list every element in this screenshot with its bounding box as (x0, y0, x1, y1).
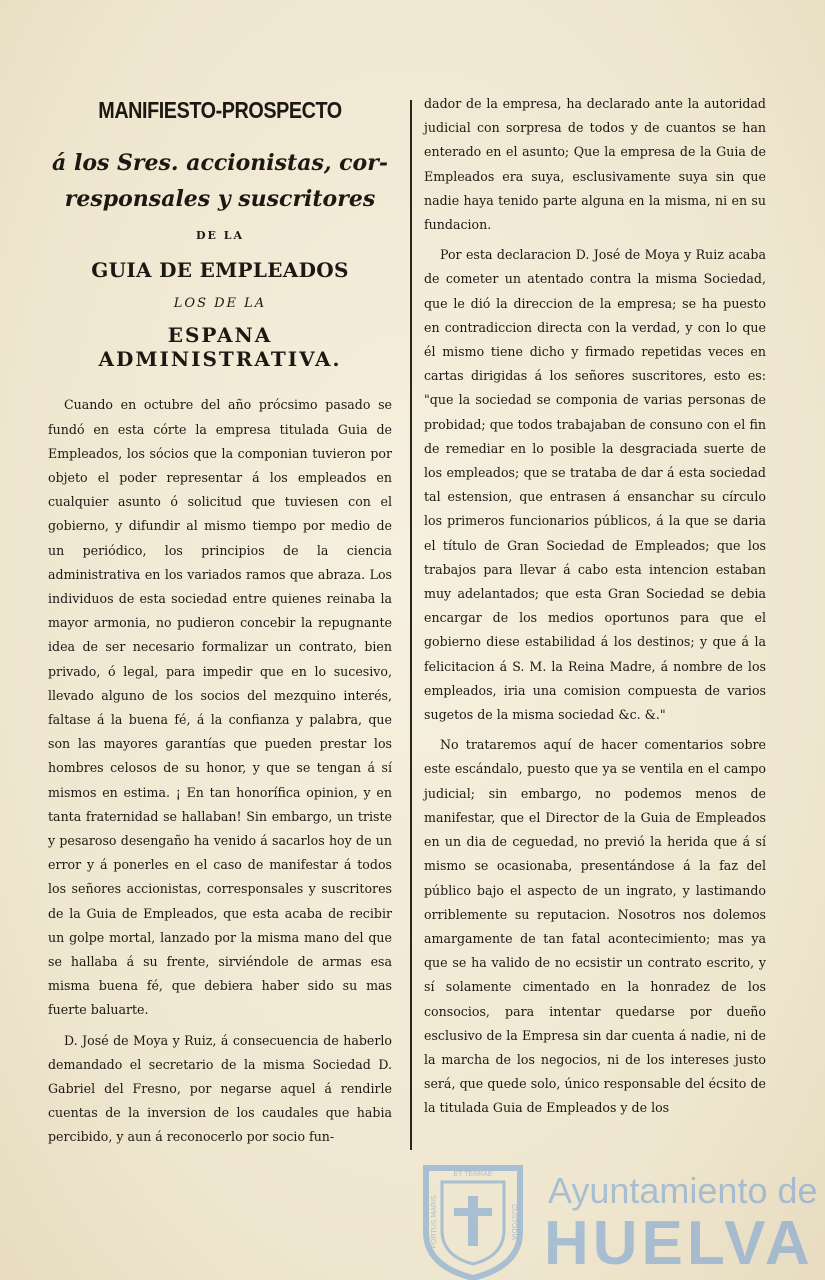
shield-icon (418, 1162, 528, 1280)
document-subtitle (48, 145, 392, 217)
los-de-la-label: LOS DE LA (173, 296, 267, 312)
seal-text-top: ET TERRAE (453, 1171, 493, 1178)
left-paragraph-2: D. José de Moya y Ruiz, á consecuencia de haberlo demandado el secretario de la misma Sociedad D. Gabriel del Fresno, por negarse aquel á rendirle cuentas de la inversion de los caudales que habia percibido, y aun á reconocerlo por socio fun- (48, 1032, 392, 1145)
column-divider (410, 100, 412, 1150)
left-column (48, 98, 392, 1150)
left-paragraph-1: Cuando en octubre del año prócsimo pasado se fundó en esta córte la empresa titulada Guia de Empleados, los sócios que la componian tuvieron por objeto el poder representar á los empleados en cualquier asunto ó solicitud que tuviesen con el gobierno, y difundir al mismo tiempo por medio de un periódico, los principios de la ciencia administrativa en los variados ramos que abraza. Los individuos de esta sociedad entre quienes reinaba la mayor armonia, no pudieron concebir la repugnante idea de ser necesario formalizar un contrato, bien privado, ó legal, para impedir que en lo sucesivo, llevado alguno de los socios del mezquino interés, faltase á la buena fé, á la confianza y palabra, que son las mayores garantías que pueden prestar los hombres celosos de su honor, y que se tengan á sí mismos en estima. ¡ En tan honorífica opinion, y en tanta fraternidad se hallaban! Sin embargo, un triste y pesaroso desengaño ha venido á sacarlos hoy de un error y á ponerles en el caso de manifestar á todos los señores accionistas, corresponsales y suscritores de la Guia de Empleados, que esta acaba de recibir un golpe mortal, lanzado por la misma mano del que se hallaba á su frente, sirviéndole de armas esa misma buena fé, que debiera haber sido su mas fuerte baluarte. (48, 397, 392, 1018)
de-la-label: DE LA (195, 229, 245, 243)
subtitle-line-1: á los Sres. accionistas, cor- (52, 150, 388, 177)
watermark-line-1: Ayuntamiento de (548, 1170, 818, 1211)
seal-text-right: CUSTODIA (510, 1203, 517, 1241)
publication-name: GUIA DE EMPLEADOS (91, 258, 349, 283)
right-paragraph-1: dador de la empresa, ha declarado ante la autoridad judicial con sorpresa de todos y de cuantos se han enterado en el asunto; Que la empresa de la Guia de Empleados era suya, esclusivamente suya sin que nadie haya tenido parte alguna en la misma, ni en su fundacion. (424, 96, 766, 233)
watermark-line-2: HUELVA (544, 1209, 814, 1278)
huelva-watermark (418, 1162, 818, 1280)
espana-administrativa-heading: ESPANA ADMINISTRATIVA. (98, 323, 342, 372)
subtitle-line-2: responsales y suscritores (64, 186, 376, 213)
right-paragraph-3: No trataremos aquí de hacer comentarios sobre este escándalo, puesto que ya se ventila en el campo judicial; sin embargo, no podemos menos de manifestar, que el Director de la Guia de Empleados en un dia de ceguedad, no previó la herida que á sí mismo se ocasionaba, presentándose á la faz del público bajo el aspecto de un ingrato, y lastimando orriblemente su reputacion. Nosotros nos dolemos amargamente de tan fatal acontecimiento; mas ya que se ha valido de no ecsistir un contrato escrito, y sí solamente cimentado en la honradez de los consocios, para intentar quedarse por dueño esclusivo de la Empresa sin dar cuenta á nadie, ni de la marcha de los negocios, ni de los intereses justo será, que quede solo, único responsable del écsito de la titulada Guia de Empleados y de los (424, 737, 766, 1116)
right-paragraph-2: Por esta declaracion D. José de Moya y Ruiz acaba de cometer un atentado contra la misma Sociedad, que le dió la direccion de la empresa; se ha puesto en contradiccion directa con la verdad, y con lo que él mismo tiene dicho y firmado repetidas veces en cartas dirigidas á los señores suscritores, esto es: "que la sociedad se componia de varias personas de probidad; que todos trabajaban de consuno con el fin de remediar en lo posible la desgraciada suerte de los empleados; que se trataba de dar á esta sociedad tal estension, que entrasen á ensanchar su círculo los primeros funcionarios públicos, á la que se daria el título de Gran Sociedad de Empleados; que los trabajos para llevar á cabo esta intencion estaban muy adelantados; que esta Gran Sociedad se debia encargar de los medios oportunos para que el gobierno diese estabilidad á los destinos; y que á la felicitacion á S. M. la Reina Madre, á nombre de los empleados, iria una comision compuesta de varios sugetos de la misma sociedad &c. &." (424, 247, 766, 723)
right-column (424, 92, 766, 1121)
seal-text-left: PORTUS MARIS (431, 1195, 438, 1249)
document-title: MANIFIESTO-PROSPECTO (98, 97, 342, 123)
